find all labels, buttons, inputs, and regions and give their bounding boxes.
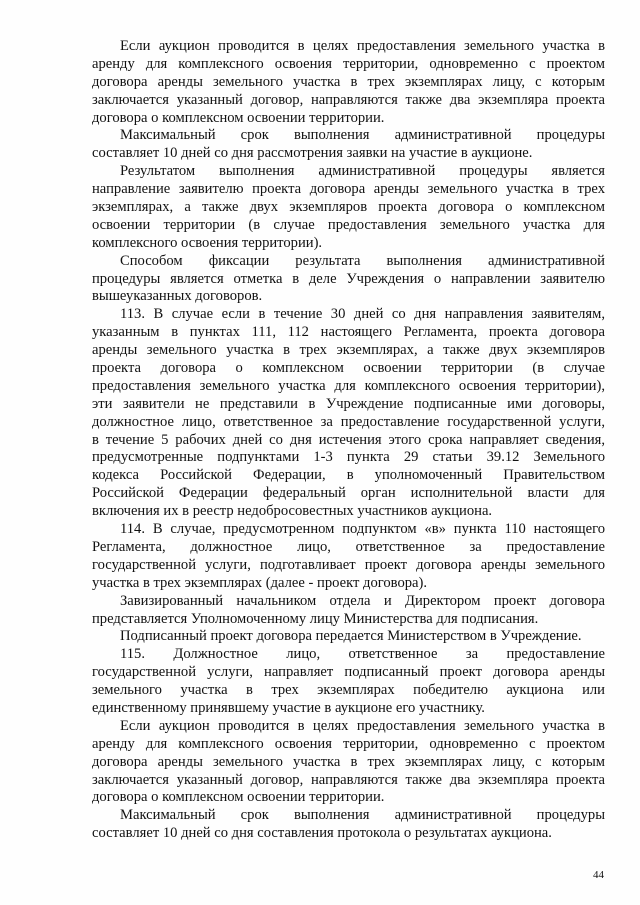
paragraph [92,253,605,307]
text-line: Завизированный начальником отдела и Директором проект договора [120,592,605,609]
text-line: Максимальный срок выполнения административной процедуры [120,807,605,824]
text-line: Если аукцион проводится в целях предоставления земельного участка в [120,38,605,54]
text-line: договора аренды земельного участка в трех экземплярах лицу, с которым [92,753,605,770]
text-line: Способом фиксации результата выполнения административной [120,252,605,269]
paragraph [92,521,605,593]
text-line: вышеуказанных договоров. [92,288,263,305]
text-line: 113. В случае если в течение 30 дней со дня направления заявителям, [120,306,605,323]
text-line: договора аренды земельного участка в трех экземплярах лицу, с которым [92,73,605,90]
text-line: процедуры является отметка в деле Учреждения о направлении заявителю [92,270,605,287]
text-line: проекта договора о комплексном освоении территории (в случае [92,360,605,377]
text-line: Если аукцион проводится в целях предоставления земельного участка в [120,717,605,734]
text-line: направление заявителю проекта договора аренды земельного участка в трех [92,181,605,198]
text-line: составляет 10 дней со дня рассмотрения заявки на участие в аукционе. [92,145,533,162]
text-line: указанным в пунктах 111, 112 настоящего Регламента, проекта договора [92,324,605,341]
paragraph [92,163,605,252]
document-body [92,38,605,843]
text-line: экземплярах, а также двух экземпляров проекта договора о комплексном [92,199,605,216]
text-line: договора о комплексном освоении территории. [92,789,385,806]
paragraph [92,306,605,521]
text-line: представляется Уполномоченному лицу Министерства для подписания. [92,610,539,627]
text-line: 115. Должностное лицо, ответственное за предоставление [120,646,605,663]
text-line: комплексного освоения территории). [92,234,323,251]
text-line: кодекса Российской Федерации, в уполномоченный Правительством [92,467,605,484]
text-line: земельного участка в трех экземплярах победителю аукциона или [92,682,605,699]
text-line: Максимальный срок выполнения административной процедуры [120,127,605,144]
text-line: Российской Федерации федеральный орган исполнительной власти для [92,485,605,502]
text-line: включения их в реестр недобросовестных участников аукциона. [92,503,493,520]
text-line: аренду для комплексного освоения территории, одновременно с проектом [92,735,605,752]
text-line: государственной услуги, направляет подписанный проект договора аренды [92,664,605,681]
paragraph [92,628,605,646]
page-number: 44 [593,869,604,881]
text-line: аренду для комплексного освоения территории, одновременно с проектом [92,55,605,72]
text-line: государственной услуги, подготавливает проект договора аренды земельного [92,556,605,573]
text-line: договора о комплексном освоении территории. [92,109,385,126]
text-line: заключается указанный договор, направляются также два экземпляра проекта [92,771,605,788]
text-line: Регламента, должностное лицо, ответственное за предоставление [92,538,605,555]
text-line: предусмотренные подпунктами 1-3 пункта 29 статьи 39.12 Земельного [92,449,605,466]
paragraph [92,718,605,807]
text-line: эти заявители не представили в Учреждение подписанные ими договоры, [92,395,605,412]
text-line: участка в трех экземплярах (далее - проект договора). [92,574,428,591]
text-line: должностное лицо, ответственное за предоставление государственной услуги, [92,413,605,430]
text-line: предоставления земельного участка для комплексного освоения территории), [92,377,605,394]
paragraph [92,807,605,843]
paragraph [92,646,605,718]
text-line: заключается указанный договор, направляются также два экземпляра проекта [92,91,605,108]
text-line: Подписанный проект договора передается Министерством в Учреждение. [120,628,582,645]
text-line: единственному принявшему участие в аукционе его участнику. [92,699,485,716]
paragraph [92,38,605,127]
text-line: 114. В случае, предусмотренном подпунктом «в» пункта 110 настоящего [120,521,605,538]
text-line: аренды земельного участка в трех экземплярах, а также двух экземпляров [92,342,605,359]
text-line: составляет 10 дней со дня составления протокола о результатах аукциона. [92,825,552,842]
text-line: в течение 5 рабочих дней со дня истечения этого срока направляет сведения, [92,431,605,448]
paragraph [92,127,605,163]
text-line: освоении территории (в случае предоставления земельного участка для [92,216,605,233]
paragraph [92,593,605,629]
text-line: Результатом выполнения административной процедуры является [120,163,605,180]
